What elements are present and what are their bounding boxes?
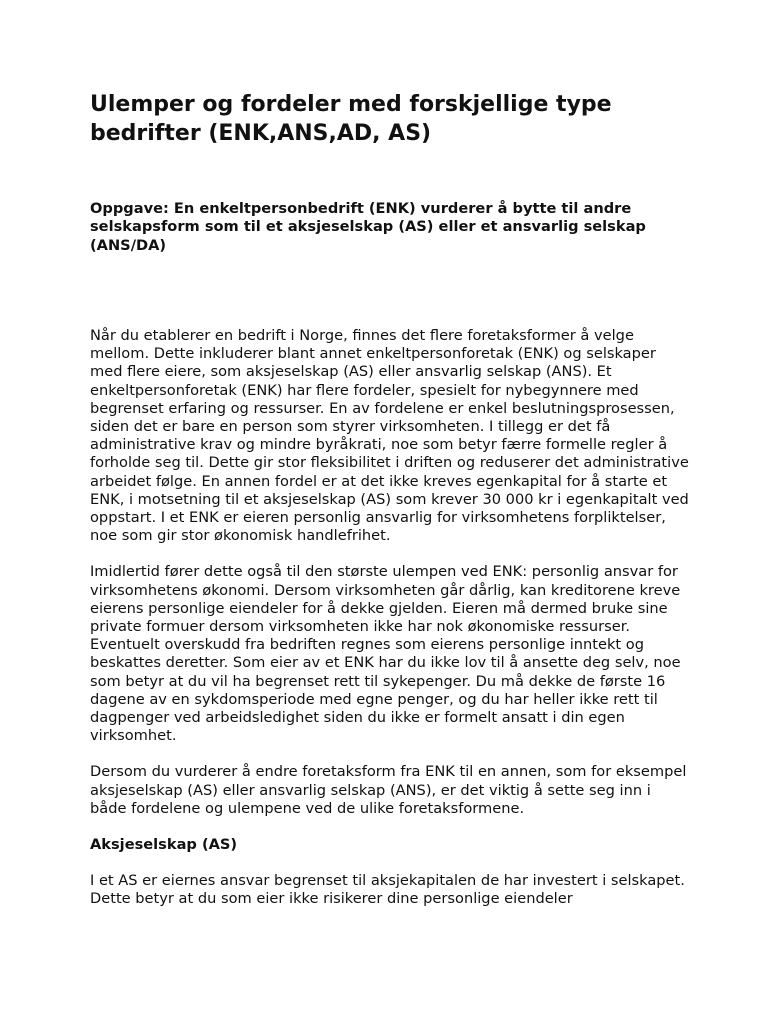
section-heading-as: Aksjeselskap (AS) bbox=[90, 836, 238, 854]
paragraph-disadvantages: Imidlertid fører dette også til den største ulempen ved ENK: personlig ansvar for virksomhetens økonomi. Dersom virksomheten går dårlig, kan kreditorene kreve eierens personlige eiendeler for å dekke gjelden. Eieren må dermed bruke sine private formuer dersom virksomheten ikke har nok økonomiske ressurser. Eventuelt overskudd fra bedriften regnes som eierens personlige inntekt og beskattes deretter. Som eier av et ENK har du ikke lov til å ansette deg selv, noe som betyr at du vil ha begrenset rett til sykepenger. Du må dekke de første 16 dagene av en sykdomsperiode med egne penger, og du har heller ikke rett til dagpenger ved arbeidsledighet siden du ikke er formelt ansatt i din egen virksomhet. bbox=[90, 563, 681, 745]
paragraph-intro: Når du etablerer en bedrift i Norge, finnes det flere foretaksformer å velge mellom. Dette inkluderer blant annet enkeltpersonforetak (ENK) og selskaper med flere eiere, som aksjeselskap (AS) eller ansvarlig selskap (ANS). Et enkeltpersonforetak (ENK) har flere fordeler, spesielt for nybegynnere med begrenset erfaring og ressurser. En av fordelene er enkel beslutningsprosessen, siden det er bare en person som styrer virksomheten. I tillegg er det få administrative krav og mindre byråkrati, noe som betyr færre formelle regler å forholde seg til. Dette gir stor fleksibilitet i driften og reduserer det administrative arbeidet følge. En annen fordel er at det ikke kreves egenkapital for å starte et ENK, i motsetning til et aksjeselskap (AS) som krever 30 000 kr i egenkapitalt ved oppstart. I et ENK er eieren personlig ansvarlig for virksomhetens forpliktelser, noe som gir stor økonomisk handlefrihet. bbox=[90, 327, 689, 545]
document-body bbox=[90, 327, 690, 927]
paragraph-as: I et AS er eiernes ansvar begrenset til aksjekapitalen de har investert i selskapet. Dette betyr at du som eier ikke risikerer dine personlige eiendeler bbox=[90, 872, 685, 908]
task-heading: Oppgave: En enkeltpersonbedrift (ENK) vurderer å bytte til andre selskapsform som til et aksjeselskap (AS) eller et ansvarlig selskap (ANS/DA) bbox=[90, 200, 646, 254]
document-title: Ulemper og fordeler med forskjellige type bedrifter (ENK,ANS,AD, AS) bbox=[90, 92, 612, 146]
paragraph-transition: Dersom du vurderer å endre foretaksform fra ENK til en annen, som for eksempel aksjeselskap (AS) eller ansvarlig selskap (ANS), er det viktig å sette seg inn i både fordelene og ulempene ved de ulike foretaksformene. bbox=[90, 763, 687, 817]
